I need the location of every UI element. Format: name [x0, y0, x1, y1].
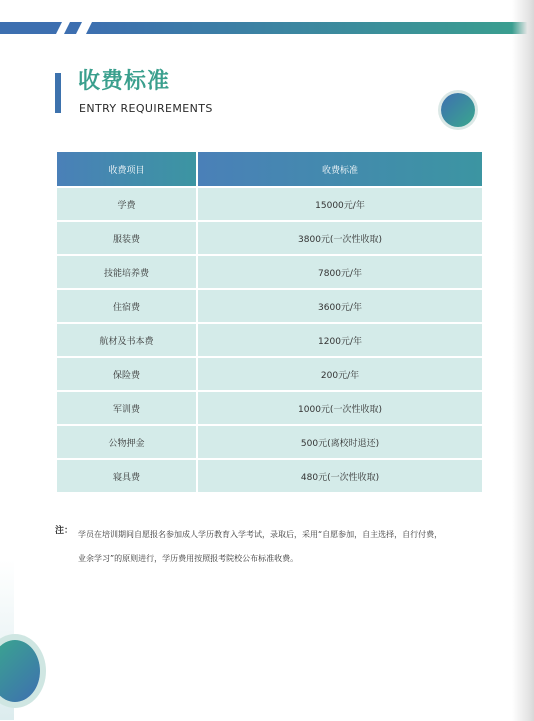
band-segment-right: [86, 22, 534, 34]
fee-item: 军训费: [56, 391, 197, 425]
column-header-standard: 收费标准: [197, 151, 483, 187]
table-row: [56, 425, 483, 459]
note-line-1: 学员在培训期间自愿报名参加成人学历教育入学考试，录取后，采用“自愿参加，自主选择，自行付费，: [78, 530, 443, 539]
fee-standard: 1200元/年: [197, 323, 483, 357]
table-row: [56, 289, 483, 323]
table-row: [56, 391, 483, 425]
column-header-item: 收费项目: [56, 151, 197, 187]
fee-item: 技能培养费: [56, 255, 197, 289]
note-text: [78, 523, 498, 571]
bottom-decorative-circle: [0, 640, 40, 702]
decorative-circle: [441, 93, 475, 127]
fee-standard: 15000元/年: [197, 187, 483, 221]
fee-standard: 200元/年: [197, 357, 483, 391]
top-decorative-band: [0, 22, 534, 42]
fee-item: 公物押金: [56, 425, 197, 459]
fee-standard: 500元(离校时退还): [197, 425, 483, 459]
table-row: [56, 357, 483, 391]
table-row: [56, 221, 483, 255]
table-row: [56, 255, 483, 289]
table-header-row: [56, 151, 483, 187]
fee-standard: 1000元(一次性收取): [197, 391, 483, 425]
page-edge-shadow: [512, 0, 534, 721]
fee-item: 保险费: [56, 357, 197, 391]
fee-standard: 7800元/年: [197, 255, 483, 289]
band-segment-left: [0, 22, 62, 34]
fee-item: 航材及书本费: [56, 323, 197, 357]
fee-standard: 3600元/年: [197, 289, 483, 323]
fee-table: [55, 150, 484, 494]
title-accent-bar: [55, 73, 61, 113]
fee-standard: 480元(一次性收取): [197, 459, 483, 493]
fee-item: 住宿费: [56, 289, 197, 323]
note-line-2: 业余学习”的原则进行，学历费用按照报考院校公布标准收费。: [78, 554, 299, 563]
fee-standard: 3800元(一次性收取): [197, 221, 483, 255]
page-title: 收费标准: [78, 69, 171, 94]
fee-item: 学费: [56, 187, 197, 221]
table-row: [56, 459, 483, 493]
band-segment-middle: [64, 22, 82, 34]
note-label: 注：: [55, 526, 74, 536]
fee-item: 寝具费: [56, 459, 197, 493]
table-row: [56, 323, 483, 357]
fee-item: 服装费: [56, 221, 197, 255]
table-row: [56, 187, 483, 221]
page-subtitle: ENTRY REQUIREMENTS: [79, 102, 213, 115]
